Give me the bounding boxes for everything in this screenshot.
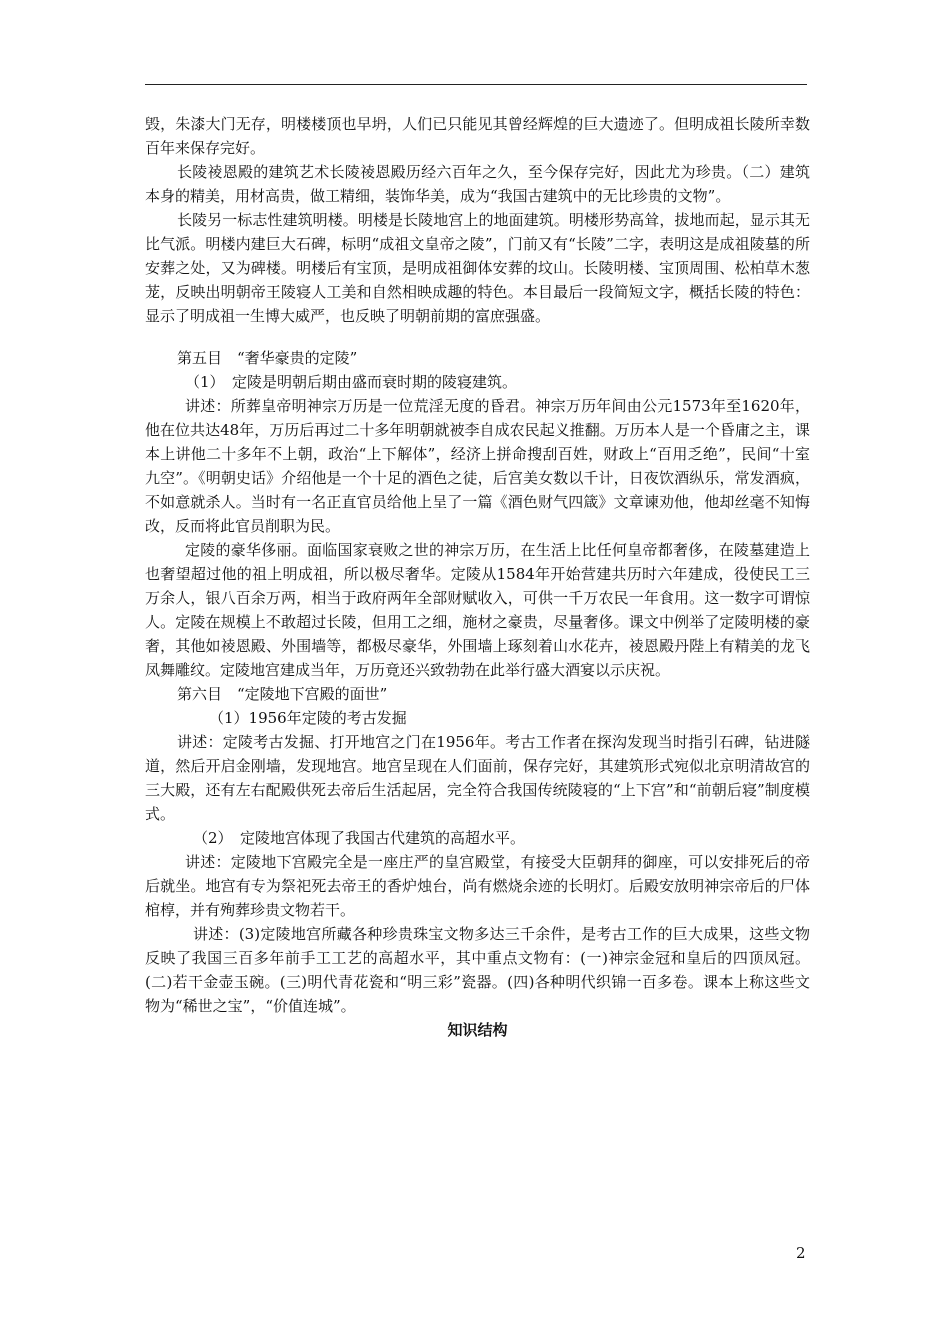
paragraph: （1）1956年定陵的考古发掘 (209, 709, 407, 727)
paragraph: 讲述：定陵地下宫殿完全是一座庄严的皇宫殿堂，有接受大臣朝拜的御座，可以安排死后的帝后就坐。地宫有专为祭祀死去帝王的香炉烛台，尚有燃烧余迹的长明灯。后殿安放明神宗帝后的尸体棺椁，并有殉葬珍贵文物若干。 (145, 853, 810, 919)
paragraph: （1） 定陵是明朝后期由盛而衰时期的陵寝建筑。 (185, 373, 518, 391)
section-title: 知识结构 (447, 1021, 508, 1039)
paragraph: 定陵的豪华侈丽。面临国家衰败之世的神宗万历，在生活上比任何皇帝都奢侈，在陵墓建造上也奢望超过他的祖上明成祖，所以极尽奢华。定陵从1584年开始营建共历时六年建成，役使民工三万余人，银八百余万两，相当于政府两年全部财赋收入，可供一千万农民一年食用。这一数字可谓惊人。定陵在规模上不敢超过长陵，但用工之细，施材之豪贵，尽量奢侈。课文中例举了定陵明楼的豪奢，其他如祾恩殿、外围墙等，都极尽豪华，外围墙上琢刻着山水花卉，祾恩殿丹陛上有精美的龙飞凤舞雕纹。定陵地宫建成当年，万历竟还兴致勃勃在此举行盛大酒宴以示庆祝。 (145, 541, 810, 679)
header-rule (145, 84, 807, 85)
paragraph: 毁，朱漆大门无存，明楼楼顶也早坍，人们已只能见其曾经辉煌的巨大遗迹了。但明成祖长陵所幸数百年来保存完好。 (145, 115, 810, 157)
paragraph: 长陵另一标志性建筑明楼。明楼是长陵地宫上的地面建筑。明楼形势高耸，拔地而起，显示其无比气派。明楼内建巨大石碑，标明“成祖文皇帝之陵”，门前又有“长陵”二字，表明这是成祖陵墓的所安葬之处，又为碑楼。明楼后有宝顶，是明成祖御体安葬的坟山。长陵明楼、宝顶周围、松柏草木葱茏，反映出明朝帝王陵寝人工美和自然相映成趣的特色。本目最后一段简短文字，概括长陵的特色：显示了明成祖一生博大威严，也反映了明朝前期的富庶强盛。 (145, 211, 810, 325)
subsection-heading: 第六目 “定陵地下宫殿的面世” (177, 685, 388, 703)
paragraph: 讲述：(3)定陵地宫所藏各种珍贵珠宝文物多达三千余件，是考古工作的巨大成果，这些文物反映了我国三百多年前手工工艺的高超水平，其中重点文物有：(一)神宗金冠和皇后的四顶凤冠。(二)若干金壶玉碗。(三)明代青花瓷和“明三彩”瓷器。(四)各种明代织锦一百多卷。课本上称这些文物为“稀世之宝”，“价值连城”。 (145, 925, 810, 1015)
paragraph: 长陵祾恩殿的建筑艺术长陵祾恩殿历经六百年之久，至今保存完好，因此尤为珍贵。（二）建筑本身的精美，用材高贵，做工精细，装饰华美，成为“我国古建筑中的无比珍贵的文物”。 (145, 163, 810, 205)
paragraph-gap (145, 328, 810, 346)
paragraph: 讲述：所葬皇帝明神宗万历是一位荒淫无度的昏君。神宗万历年间由公元1573年至1620年，他在位共达48年，万历后再过二十多年明朝就被李自成农民起义推翻。万历本人是一个昏庸之主，课本上讲他二十多年不上朝，政治“上下解体”，经济上拼命搜刮百姓，财政上“百用乏绝”，民间“十室九空”。《明朝史话》介绍他是一个十足的酒色之徒，后宫美女数以千计，日夜饮酒纵乐，常发酒疯，不如意就杀人。当时有一名正直官员给他上呈了一篇《酒色财气四箴》文章谏劝他，他却丝毫不知悔改，反而将此官员削职为民。 (145, 397, 810, 535)
paragraph: （2） 定陵地宫体现了我国古代建筑的高超水平。 (193, 829, 526, 847)
subsection-heading: 第五目 “奢华豪贵的定陵” (177, 349, 358, 367)
document-body (145, 112, 810, 1042)
paragraph: 讲述：定陵考古发掘、打开地宫之门在1956年。考古工作者在探沟发现当时指引石碑，钻进隧道，然后开启金刚墙，发现地宫。地宫呈现在人们面前，保存完好，其建筑形式宛似北京明清故宫的三大殿，还有左右配殿供死去帝后生活起居，完全符合我国传统陵寝的“上下宫”和“前朝后寝”制度模式。 (145, 733, 810, 823)
page-number: 2 (796, 1244, 806, 1262)
